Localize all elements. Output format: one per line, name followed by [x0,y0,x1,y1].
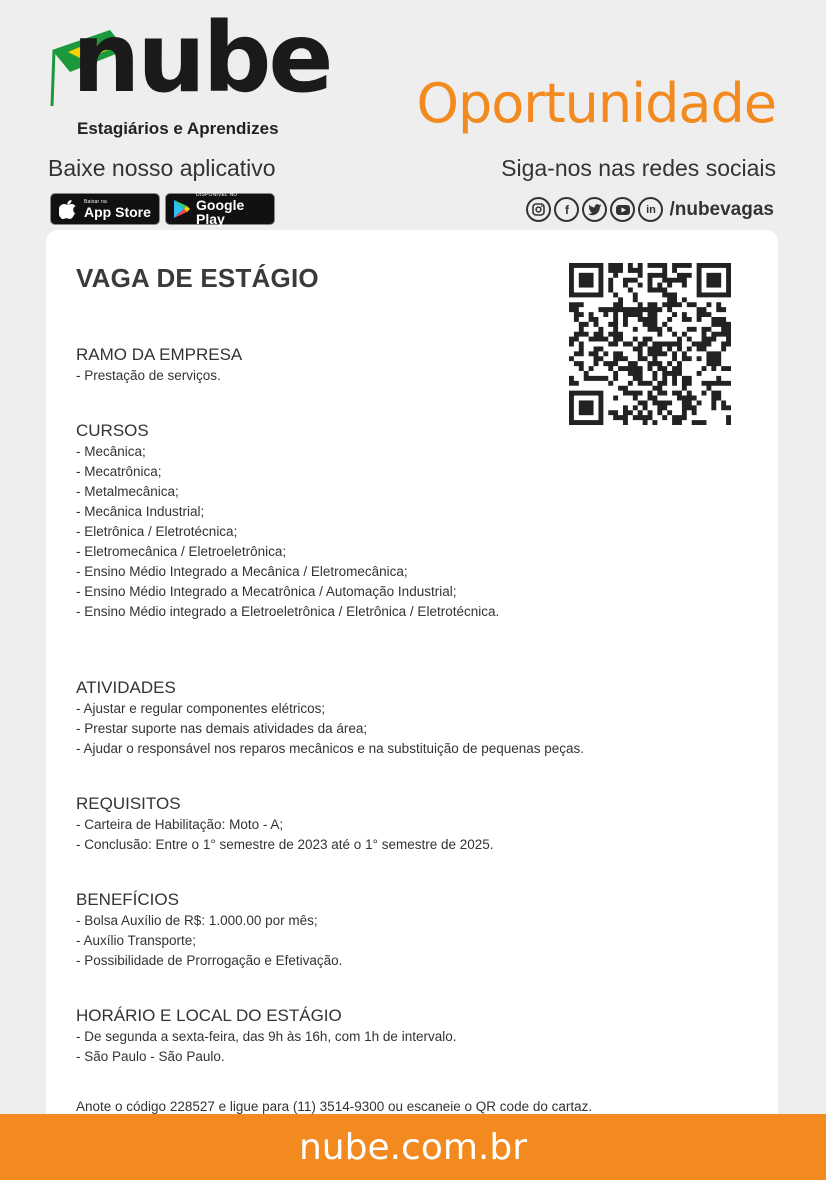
youtube-icon[interactable] [610,197,635,222]
section-line: - São Paulo - São Paulo. [76,1049,225,1064]
app-store-button[interactable] [50,193,160,225]
app-store-small-label: Baixar na [84,198,107,205]
social-handle[interactable]: /nubevagas [669,198,774,220]
footer-url[interactable]: nube.com.br [298,1126,528,1168]
section-line: - Ensino Médio Integrado a Mecânica / Eletromecânica; [76,564,408,579]
social-links [526,197,774,222]
google-play-icon [172,198,191,220]
section-ramo [76,344,242,386]
section-line: - Ajudar o responsável nos reparos mecânicos e na substituição de pequenas peças. [76,741,585,756]
job-card [46,230,778,1180]
section-heading: HORÁRIO E LOCAL DO ESTÁGIO [76,1006,342,1025]
apple-icon [57,198,79,220]
section-line: - Prestar suporte nas demais atividades da área; [76,721,368,736]
social-title: Siga-nos nas redes sociais [501,155,776,181]
section-line: - Ensino Médio Integrado a Mecatrônica / Automação Industrial; [76,584,457,599]
job-title: VAGA DE ESTÁGIO [76,263,319,293]
section-heading: REQUISITOS [76,794,181,813]
google-play-button[interactable] [165,193,275,225]
section-line: - Ajustar e regular componentes elétricos; [76,701,326,716]
app-store-label: App Store [84,203,151,220]
section-horario-local [76,1005,456,1067]
section-cursos [76,420,499,622]
section-line: - Auxílio Transporte; [76,933,197,948]
section-line: - Metalmecânica; [76,484,179,499]
footer-bar [0,1114,826,1180]
facebook-icon[interactable]: f [554,197,579,222]
section-line: - Mecatrônica; [76,464,162,479]
section-beneficios [76,889,342,971]
section-atividades [76,677,584,759]
section-line: - Ensino Médio integrado a Eletroeletrônica / Eletrônica / Eletrotécnica. [76,604,500,619]
section-line: - Eletrônica / Eletrotécnica; [76,524,238,539]
twitter-icon[interactable] [582,197,607,222]
section-heading: CURSOS [76,421,149,440]
app-download-title: Baixe nosso aplicativo [48,155,276,181]
google-play-label: Google Play [196,196,245,227]
section-heading: ATIVIDADES [76,678,176,697]
logo-wordmark: nube [72,2,331,114]
qr-code[interactable] [569,263,731,425]
tagline: Oportunidade [416,72,776,135]
header [0,0,826,235]
section-heading: BENEFÍCIOS [76,890,179,909]
section-line: - Carteira de Habilitação: Moto - A; [76,817,284,832]
section-line: - Bolsa Auxílio de R$: 1.000.00 por mês; [76,913,318,928]
instagram-icon[interactable] [526,197,551,222]
section-heading: RAMO DA EMPRESA [76,345,243,364]
section-line: - Conclusão: Entre o 1° semestre de 2023 até o 1° semestre de 2025. [76,837,494,852]
nube-logo[interactable] [46,2,331,144]
section-line: - Mecânica; [76,444,146,459]
section-line: - Mecânica Industrial; [76,504,205,519]
section-line: - Eletromecânica / Eletroeletrônica; [76,544,287,559]
section-requisitos [76,793,494,855]
logo-subtitle: Estagiários e Aprendizes [77,119,279,138]
google-play-small-label: DISPONÍVEL NO [196,191,238,198]
app-badges [50,193,275,225]
section-line: - Prestação de serviços. [76,368,221,383]
contact-note: Anote o código 228527 e ligue para (11) 3514-9300 ou escaneie o QR code do cartaz. [76,1099,593,1114]
section-line: - De segunda a sexta-feira, das 9h às 16h, com 1h de intervalo. [76,1029,457,1044]
linkedin-icon[interactable]: in [638,197,663,222]
section-line: - Possibilidade de Prorrogação e Efetivação. [76,953,343,968]
